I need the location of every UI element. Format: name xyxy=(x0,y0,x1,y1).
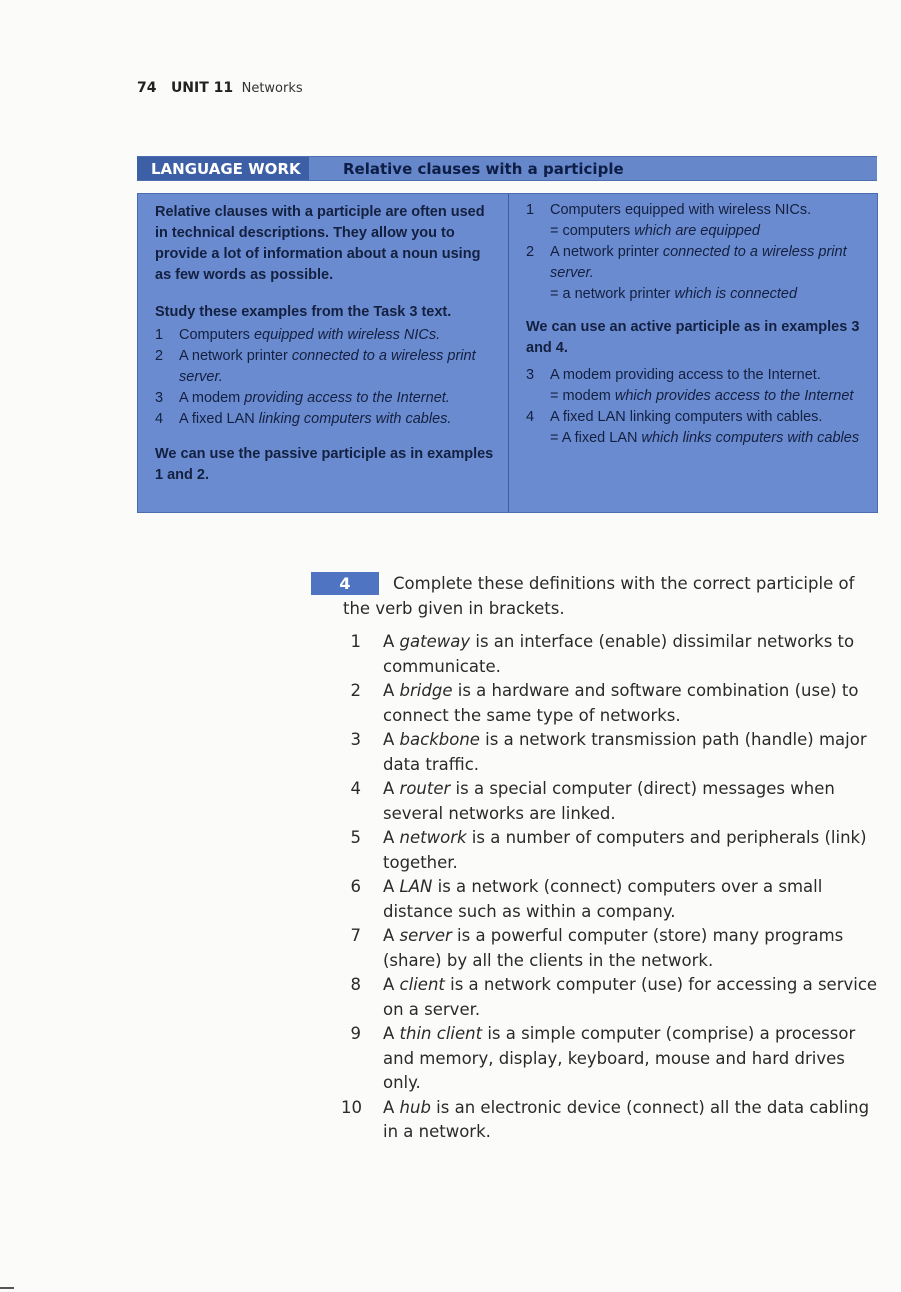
active-example: 4 A fixed LAN linking computers with cables. = A fixed LAN which links computers with cables xyxy=(526,409,860,446)
passive-example: 2 A network printer connected to a wireless print server. = a network printer which is connected xyxy=(526,244,847,302)
passive-note: We can use the passive participle as in examples 1 and 2. xyxy=(155,446,494,483)
language-work-header xyxy=(137,156,877,181)
exercise-items xyxy=(341,630,881,1145)
language-work-tag: LANGUAGE WORK xyxy=(137,157,309,180)
example-item: 2 A network printer connected to a wireless print server. xyxy=(155,348,476,385)
exercise-item: 6 A LAN is a network (connect) computers over a small distance such as within a company. xyxy=(350,877,823,921)
exercise-item: 2 A bridge is a hardware and software combination (use) to connect the same type of networks. xyxy=(350,681,859,725)
exercise-number-badge: 4 xyxy=(311,572,379,595)
active-examples xyxy=(526,365,871,449)
exercise-item: 4 A router is a special computer (direct) messages when several networks are linked. xyxy=(350,779,835,823)
exercise-item: 3 A backbone is a network transmission path (handle) major data traffic. xyxy=(350,730,867,774)
active-note: We can use an active participle as in examples 3 and 4. xyxy=(526,319,860,356)
passive-example: 1 Computers equipped with wireless NICs. = computers which are equipped xyxy=(526,202,812,239)
language-work-title: Relative clauses with a participle xyxy=(343,160,624,178)
example-list xyxy=(155,325,495,430)
passive-examples xyxy=(526,200,871,305)
study-heading: Study these examples from the Task 3 text. xyxy=(155,304,452,320)
scan-edge-mark xyxy=(0,1287,14,1289)
unit-label: UNIT 11 xyxy=(170,80,234,96)
intro-text: Relative clauses with a participle are often used in technical descriptions. They allow you to provide a lot of information about a noun using as few words as possible. xyxy=(155,204,485,283)
page-header xyxy=(137,80,303,96)
exercise-item: 1 A gateway is an interface (enable) dissimilar networks to communicate. xyxy=(350,632,855,676)
right-column xyxy=(526,194,871,449)
column-divider xyxy=(508,194,509,512)
exercise-item: 8 A client is a network computer (use) for accessing a service on a server. xyxy=(350,975,878,1019)
language-work-box xyxy=(137,193,878,513)
page-number: 74 xyxy=(137,80,157,96)
example-item: 4 A fixed LAN linking computers with cables. xyxy=(155,411,452,427)
exercise-item: 7 A server is a powerful computer (store) many programs (share) by all the clients in the network. xyxy=(350,926,844,970)
example-item: 3 A modem providing access to the Internet. xyxy=(155,390,450,406)
exercise-instruction: Complete these definitions with the correct participle of the verb given in brackets. xyxy=(343,574,855,618)
exercise-item: 9 A thin client is a simple computer (comprise) a processor and memory, display, keyboard, mouse and hard drives only. xyxy=(350,1024,856,1092)
active-example: 3 A modem providing access to the Internet. = modem which provides access to the Internet xyxy=(526,367,854,404)
example-item: 1 Computers equipped with wireless NICs. xyxy=(155,327,441,343)
left-column xyxy=(155,194,495,486)
exercise-item: 5 A network is a number of computers and peripherals (link) together. xyxy=(350,828,867,872)
exercise-item: 10 A hub is an electronic device (connect) all the data cabling in a network. xyxy=(341,1097,870,1141)
unit-topic: Networks xyxy=(241,81,303,96)
